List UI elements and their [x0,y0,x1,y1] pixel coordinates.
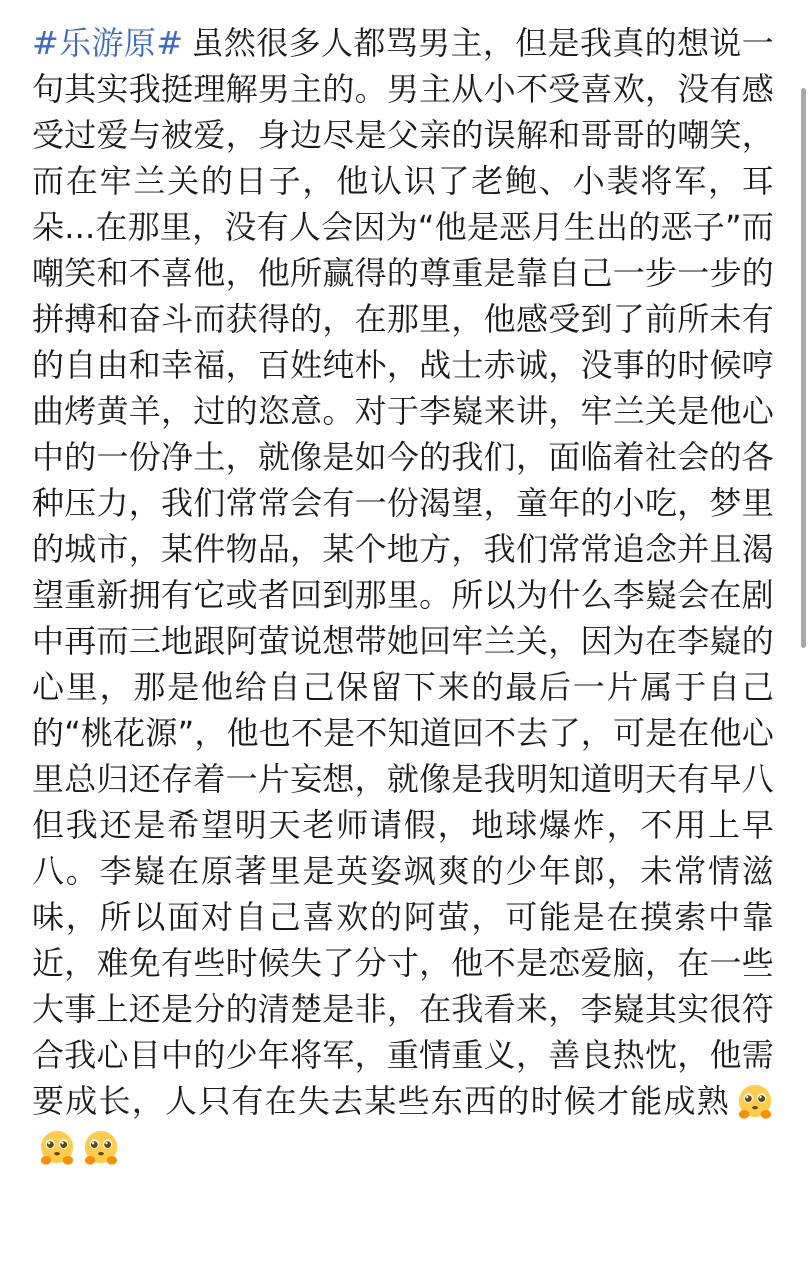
post-body-text: 虽然很多人都骂男主，但是我真的想说一句其实我挺理解男主的。男主从小不受喜欢，没有感受过爱与被爱，身边尽是父亲的误解和哥哥的嘲笑，而在牢兰关的日子，他认识了老鲍、小裴将军，耳朵...在那里，没有人会因为“他是恶月生出的恶子”而嘲笑和不喜他，他所赢得的尊重是靠自己一步一步的拼搏和奋斗而获得的，在那里，他感受到了前所未有的自由和幸福，百姓纯朴，战士赤诚，没事的时候哼曲烤黄羊，过的恣意。对于李嶷来讲，牢兰关是他心中的一份净土，就像是如今的我们，面临着社会的各种压力，我们常常会有一份渴望，童年的小吃，梦里的城市，某件物品，某个地方，我们常常追念并且渴望重新拥有它或者回到那里。所以为什么李嶷会在剧中再而三地跟阿萤说想带她回牢兰关，因为在李嶷的心里，那是他给自己保留下来的最后一片属于自己的“桃花源”，他也不是不知道回不去了，可是在他心里总归还存着一片妄想，就像是我明知道明天有早八但我还是希望明天老师请假，地球爆炸，不用上早八。李嶷在原著里是英姿飒爽的少年郎，未常情滋味，所以面对自己喜欢的阿萤，可能是在摸索中靠近，难免有些时候失了分寸，他不是恋爱脑，在一些大事上还是分的清楚是非，在我看来，李嶷其实很符合我心目中的少年将军，重情重义，善良热忱，他需要成长，人只有在失去某些东西的时候才能成熟 [32,24,774,1120]
topic-tag-link[interactable]: #乐游原# [32,24,184,62]
pleading-face-emoji [736,1082,774,1120]
vertical-scrollbar[interactable] [801,88,806,648]
pleading-face-emoji [38,1128,76,1166]
post-content [32,20,774,1170]
pleading-face-emoji [82,1128,120,1166]
